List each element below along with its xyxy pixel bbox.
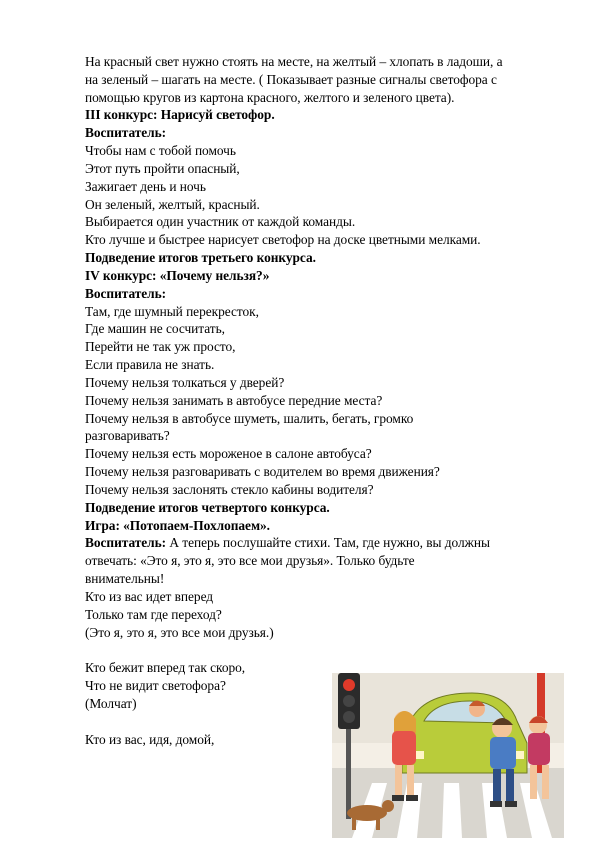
text-line: Кто из вас, идя, домой,: [85, 731, 215, 747]
text-line: Почему нельзя занимать в автобусе передние места?: [85, 392, 383, 408]
text-line: помощью кругов из картона красного, желтого и зеленого цвета).: [85, 89, 455, 105]
text-line: Зажигает день и ночь: [85, 178, 206, 194]
text-line: Если правила не знать.: [85, 357, 215, 373]
text-line: внимательны!: [85, 571, 165, 587]
text-line: Этот путь пройти опасный,: [85, 160, 240, 176]
text-line: Почему нельзя толкаться у дверей?: [85, 374, 285, 390]
text-line: Игра: «Потопаем-Похлопаем».: [85, 517, 270, 533]
text-line: Там, где шумный перекресток,: [85, 303, 259, 319]
text-line: Выбирается один участник от каждой команды.: [85, 214, 356, 230]
text-line: IV конкурс: «Почему нельзя?»: [85, 267, 270, 283]
text-line: На красный свет нужно стоять на месте, на желтый – хлопать в ладоши, а: [85, 54, 503, 69]
text-line: Подведение итогов третьего конкурса.: [85, 250, 316, 266]
text-line: Кто из вас идет вперед: [85, 588, 214, 604]
text-line: Что не видит светофора?: [85, 678, 226, 694]
text-line: Кто бежит вперед так скоро,: [85, 660, 246, 676]
text-line: Подведение итогов четвертого конкурса.: [85, 499, 330, 515]
text-line: Воспитатель:: [85, 125, 167, 141]
text-line: отвечать: «Это я, это я, это все мои друзья». Только будьте: [85, 553, 415, 569]
text-line: Кто лучше и быстрее нарисует светофор на доске цветными мелками.: [85, 232, 481, 248]
text-line: Он зеленый, желтый, красный.: [85, 196, 260, 212]
speaker-label: Воспитатель:: [85, 535, 167, 551]
text-line-rest: А теперь послушайте стихи. Там, где нужно, вы должны: [166, 535, 490, 551]
text-line: (Молчат): [85, 695, 137, 711]
text-line: III конкурс: Нарисуй светофор.: [85, 107, 275, 123]
text-line: Чтобы нам с тобой помочь: [85, 143, 236, 159]
children-crossing-illustration: [332, 673, 564, 838]
text-line: Где машин не сосчитать,: [85, 321, 225, 337]
text-line: Почему нельзя в автобусе шуметь, шалить, бегать, громко: [85, 410, 414, 426]
text-line: [85, 534, 490, 551]
text-line: Только там где переход?: [85, 606, 222, 622]
text-line: Почему нельзя заслонять стекло кабины водителя?: [85, 481, 374, 497]
text-line: Почему нельзя есть мороженое в салоне автобуса?: [85, 446, 372, 462]
text-line: Воспитатель:: [85, 285, 167, 301]
text-line: Почему нельзя разговаривать с водителем во время движения?: [85, 464, 440, 480]
text-line: Перейти не так уж просто,: [85, 339, 236, 355]
text-line: (Это я, это я, это все мои друзья.): [85, 624, 274, 640]
text-line: разговаривать?: [85, 428, 170, 444]
text-line: на зеленый – шагать на месте. ( Показывает разные сигналы светофора с: [85, 71, 497, 87]
